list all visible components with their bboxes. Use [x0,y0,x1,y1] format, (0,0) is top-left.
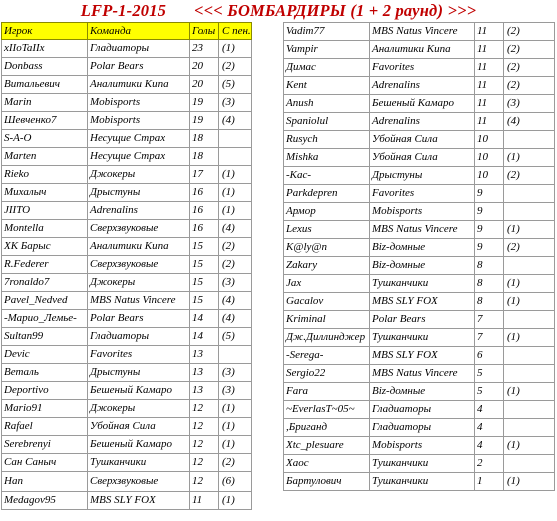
penalty-cell: (1) [219,436,252,454]
table-row [2,148,252,166]
team-cell: Biz-домные [370,239,475,257]
penalty-cell: (6) [219,472,252,492]
goals-cell: 12 [190,436,219,454]
penalty-cell: (1) [504,293,555,311]
player-cell: S-A-O [2,130,88,148]
player-cell: Веталь [2,364,88,382]
goals-cell: 18 [190,130,219,148]
penalty-cell: (2) [504,41,555,59]
penalty-cell [504,419,555,437]
penalty-cell [504,347,555,365]
team-cell: Гладиаторы [370,401,475,419]
player-cell: Армор [284,203,370,221]
team-cell: Mobisports [370,203,475,221]
table-row [284,41,555,59]
goals-cell: 6 [475,347,504,365]
player-cell: Anush [284,95,370,113]
player-cell: Zakary [284,257,370,275]
table-row [2,202,252,220]
team-cell: Дрыстуны [370,167,475,185]
goals-cell: 11 [475,113,504,131]
penalty-cell: (4) [504,113,555,131]
team-cell: MBS Natus Vincere [370,365,475,383]
team-cell: Polar Bears [88,58,190,76]
penalty-cell [504,203,555,221]
table-row [2,274,252,292]
table-row [284,77,555,95]
player-cell: JIITO [2,202,88,220]
goals-cell: 17 [190,166,219,184]
penalty-cell: (2) [504,167,555,185]
penalty-cell: (5) [219,76,252,94]
table-row [2,112,252,130]
table-row [284,437,555,455]
player-cell: Jax [284,275,370,293]
penalty-cell: (1) [504,329,555,347]
penalty-cell: (3) [504,95,555,113]
player-cell: xIIoTaIIx [2,40,88,58]
goals-cell: 12 [190,418,219,436]
table-row [2,76,252,94]
team-cell: Favorites [88,346,190,364]
player-cell: Хаос [284,455,370,473]
title-heading: <<< БОМБАРДИРЫ (1 + 2 раунд) >>> [194,1,477,20]
team-cell: Сверхзвуковые [88,256,190,274]
goals-cell: 18 [190,148,219,166]
player-cell: -Serega- [284,347,370,365]
header-cell: Голы [190,23,219,40]
penalty-cell: (2) [504,239,555,257]
penalty-cell: (1) [219,184,252,202]
goals-cell: 20 [190,58,219,76]
penalty-cell: (4) [219,292,252,310]
player-cell: Сан Саныч [2,454,88,472]
team-cell: MBS SLY FOX [370,293,475,311]
team-cell: Adrenalins [370,113,475,131]
goals-cell: 2 [475,455,504,473]
penalty-cell: (1) [504,383,555,401]
goals-cell: 19 [190,112,219,130]
player-cell: ХК Барыс [2,238,88,256]
player-cell: Pavel_Nedved [2,292,88,310]
team-cell: Гладиаторы [370,419,475,437]
player-cell: Витальевич [2,76,88,94]
penalty-cell [219,148,252,166]
team-cell: Джокеры [88,166,190,184]
table-header-row [2,23,252,40]
team-cell: Аналитики Кипа [370,41,475,59]
team-cell: Джокеры [88,274,190,292]
team-cell: Biz-домные [370,257,475,275]
penalty-cell: (3) [219,94,252,112]
player-cell: Димас [284,59,370,77]
table-row [284,383,555,401]
player-cell: Deportivo [2,382,88,400]
team-cell: Аналитики Кипа [88,76,190,94]
team-cell: MBS SLY FOX [370,347,475,365]
penalty-cell: (2) [504,23,555,41]
penalty-cell: (1) [219,40,252,58]
player-cell: Rusych [284,131,370,149]
team-cell: Polar Bears [370,311,475,329]
player-cell: Нап [2,472,88,492]
goals-cell: 11 [475,59,504,77]
team-cell: Джокеры [88,400,190,418]
table-row [2,292,252,310]
penalty-cell: (4) [219,310,252,328]
team-cell: Аналитики Кипа [88,238,190,256]
goals-cell: 13 [190,346,219,364]
goals-cell: 9 [475,239,504,257]
player-cell: Дж.Диллинджер [284,329,370,347]
goals-cell: 11 [475,77,504,95]
player-cell: R.Federer [2,256,88,274]
goals-cell: 10 [475,167,504,185]
player-cell: Михалыч [2,184,88,202]
player-cell: Бартулович [284,473,370,491]
goals-cell: 16 [190,220,219,238]
table-row [284,221,555,239]
table-row [284,311,555,329]
player-cell: Kent [284,77,370,95]
goals-cell: 12 [190,454,219,472]
team-cell: Убойная Сила [370,149,475,167]
player-cell: Rieko [2,166,88,184]
table-row [2,400,252,418]
team-cell: Favorites [370,185,475,203]
table-row [2,328,252,346]
team-cell: Тушканчики [370,455,475,473]
team-cell: Убойная Сила [370,131,475,149]
goals-cell: 19 [190,94,219,112]
goals-cell: 9 [475,185,504,203]
penalty-cell: (3) [219,274,252,292]
goals-cell: 4 [475,437,504,455]
team-cell: Favorites [370,59,475,77]
table-row [284,23,555,41]
player-cell: Montella [2,220,88,238]
goals-cell: 13 [190,382,219,400]
team-cell: MBS SLY FOX [88,492,190,510]
team-cell: Несущие Страх [88,130,190,148]
page-title [0,0,557,22]
team-cell: Бешеный Камаро [88,382,190,400]
goals-cell: 9 [475,221,504,239]
table-row [2,454,252,472]
table-row [284,203,555,221]
player-cell: Marin [2,94,88,112]
penalty-cell: (1) [219,418,252,436]
penalty-cell: (1) [219,400,252,418]
penalty-cell [504,257,555,275]
goals-cell: 5 [475,365,504,383]
goals-cell: 11 [475,95,504,113]
penalty-cell [219,130,252,148]
table-row [284,419,555,437]
goals-cell: 8 [475,293,504,311]
player-cell: Devic [2,346,88,364]
team-cell: MBS Natus Vincere [370,221,475,239]
penalty-cell [219,346,252,364]
penalty-cell: (1) [504,275,555,293]
table-row [2,418,252,436]
goals-cell: 11 [475,23,504,41]
player-cell: Kriminal [284,311,370,329]
team-cell: Несущие Страх [88,148,190,166]
penalty-cell: (2) [219,454,252,472]
header-cell: С пен. [219,23,252,40]
goals-cell: 14 [190,328,219,346]
team-cell: Дрыстуны [88,184,190,202]
table-row [284,401,555,419]
table-row [2,436,252,454]
team-cell: Mobisports [88,94,190,112]
table-row [284,185,555,203]
penalty-cell: (4) [219,220,252,238]
penalty-cell [504,131,555,149]
team-cell: Mobisports [370,437,475,455]
table-row [284,113,555,131]
table-row [2,130,252,148]
penalty-cell: (3) [219,382,252,400]
table-row [2,256,252,274]
player-cell: Sergio22 [284,365,370,383]
table-row [2,492,252,510]
penalty-cell: (1) [219,166,252,184]
player-cell: Шевченко7 [2,112,88,130]
goals-cell: 15 [190,274,219,292]
penalty-cell: (2) [219,58,252,76]
goals-cell: 7 [475,311,504,329]
penalty-cell: (5) [219,328,252,346]
goals-cell: 8 [475,257,504,275]
table-row [284,329,555,347]
goals-cell: 23 [190,40,219,58]
goals-cell: 13 [190,364,219,382]
scorers-table-right [283,22,555,491]
goals-cell: 11 [475,41,504,59]
penalty-cell [504,185,555,203]
penalty-cell [504,455,555,473]
table-row [2,472,252,492]
penalty-cell [504,401,555,419]
goals-cell: 8 [475,275,504,293]
penalty-cell [504,365,555,383]
penalty-cell: (4) [219,112,252,130]
penalty-cell: (1) [219,492,252,510]
team-cell: Убойная Сила [88,418,190,436]
player-cell: Xtc_plesuare [284,437,370,455]
penalty-cell: (1) [504,437,555,455]
goals-cell: 9 [475,203,504,221]
penalty-cell: (2) [219,238,252,256]
player-cell: Medagov95 [2,492,88,510]
team-cell: Adrenalins [88,202,190,220]
scorers-table-left [1,22,252,510]
table-row [284,257,555,275]
player-cell: Mishka [284,149,370,167]
player-cell: Spaniolul [284,113,370,131]
player-cell: Parkdepren [284,185,370,203]
team-cell: Сверхзвуковые [88,472,190,492]
player-cell: -Кас- [284,167,370,185]
table-row [2,238,252,256]
team-cell: MBS Natus Vincere [88,292,190,310]
team-cell: Тушканчики [370,473,475,491]
table-row [284,293,555,311]
goals-cell: 10 [475,149,504,167]
team-cell: Polar Bears [88,310,190,328]
team-cell: Бешеный Камаро [88,436,190,454]
team-cell: Тушканчики [88,454,190,472]
goals-cell: 11 [190,492,219,510]
team-cell: Mobisports [88,112,190,130]
penalty-cell: (1) [219,202,252,220]
table-row [284,131,555,149]
table-row [2,166,252,184]
player-cell: -Марио_Лемье- [2,310,88,328]
goals-cell: 5 [475,383,504,401]
penalty-cell: (1) [504,473,555,491]
table-row [2,40,252,58]
title-league: LFP-1-2015 [80,1,167,20]
team-cell: Adrenalins [370,77,475,95]
player-cell: ,Бриганд [284,419,370,437]
goals-cell: 14 [190,310,219,328]
player-cell: Marten [2,148,88,166]
table-row [2,364,252,382]
player-cell: Vampir [284,41,370,59]
table-row [2,382,252,400]
player-cell: 7ronaldo7 [2,274,88,292]
team-cell: Тушканчики [370,329,475,347]
header-cell: Команда [88,23,190,40]
player-cell: ~EverlasT~05~ [284,401,370,419]
goals-cell: 1 [475,473,504,491]
goals-cell: 15 [190,256,219,274]
player-cell: K@ly@n [284,239,370,257]
goals-cell: 15 [190,238,219,256]
table-row [2,346,252,364]
player-cell: Donbass [2,58,88,76]
team-cell: Дрыстуны [88,364,190,382]
table-row [284,239,555,257]
player-cell: Fara [284,383,370,401]
goals-cell: 15 [190,292,219,310]
penalty-cell: (3) [219,364,252,382]
player-cell: Sultan99 [2,328,88,346]
table-row [2,220,252,238]
player-cell: Mario91 [2,400,88,418]
player-cell: Vadim77 [284,23,370,41]
player-cell: Rafael [2,418,88,436]
goals-cell: 16 [190,202,219,220]
table-row [284,347,555,365]
table-row [2,58,252,76]
penalty-cell: (2) [219,256,252,274]
goals-cell: 4 [475,401,504,419]
goals-cell: 4 [475,419,504,437]
table-row [2,310,252,328]
table-row [284,365,555,383]
goals-cell: 12 [190,400,219,418]
player-cell: Gacalov [284,293,370,311]
goals-cell: 16 [190,184,219,202]
table-row [284,149,555,167]
table-row [284,59,555,77]
table-row [2,94,252,112]
goals-cell: 12 [190,472,219,492]
goals-cell: 10 [475,131,504,149]
table-row [284,275,555,293]
team-cell: Сверхзвуковые [88,220,190,238]
table-row [284,455,555,473]
penalty-cell [504,311,555,329]
player-cell: Lexus [284,221,370,239]
team-cell: Бешеный Камаро [370,95,475,113]
penalty-cell: (1) [504,149,555,167]
table-row [284,95,555,113]
team-cell: Гладиаторы [88,328,190,346]
goals-cell: 20 [190,76,219,94]
team-cell: Гладиаторы [88,40,190,58]
table-row [284,167,555,185]
table-row [2,184,252,202]
team-cell: MBS Natus Vincere [370,23,475,41]
player-cell: Serebrenyi [2,436,88,454]
team-cell: Biz-домные [370,383,475,401]
team-cell: Тушканчики [370,275,475,293]
table-row [284,473,555,491]
goals-cell: 7 [475,329,504,347]
penalty-cell: (1) [504,221,555,239]
penalty-cell: (2) [504,59,555,77]
header-cell: Игрок [2,23,88,40]
penalty-cell: (2) [504,77,555,95]
